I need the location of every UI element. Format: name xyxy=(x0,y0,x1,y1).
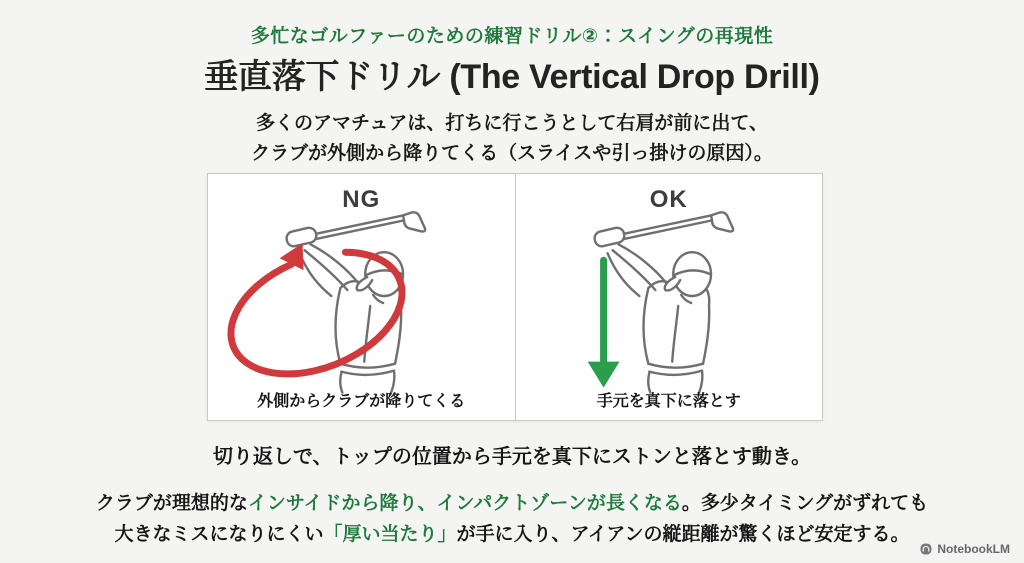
watermark-label: NotebookLM xyxy=(937,542,1010,556)
ng-caption: 外側からクラブが降りてくる xyxy=(257,393,466,410)
ok-label: OK xyxy=(649,186,688,213)
summary-text: 切り返しで、トップの位置から手元を真下にストンと落とす動き。 xyxy=(212,446,812,468)
kicker: 多忙なゴルファーのための練習ドリル②：スイングの再現性 xyxy=(250,26,774,47)
notebooklm-logo-icon xyxy=(919,542,933,556)
benefits-segment: 大きなミスになりにくい xyxy=(114,523,324,545)
benefits-segment-highlight: インサイドから降り、インパクトゾーンが長くなる xyxy=(247,493,682,514)
intro-text xyxy=(0,109,1024,169)
panel-ok xyxy=(515,174,823,420)
intro-line-1: 多くのアマチュアは、打ちに行こうとして右肩が前に出て、 xyxy=(255,113,769,134)
benefits-text xyxy=(0,489,1024,551)
ng-label: NG xyxy=(342,186,381,213)
benefits-line-1 xyxy=(0,489,1024,520)
benefits-line-2 xyxy=(0,520,1024,551)
page-title: 垂直落下ドリル (The Vertical Drop Drill) xyxy=(204,58,820,96)
benefits-segment: 。多少タイミングがずれても xyxy=(681,493,929,514)
panel-ng xyxy=(208,174,515,420)
notebooklm-watermark xyxy=(919,542,1010,556)
benefits-segment: が手に入り、アイアンの縦距離が驚くほど安定する。 xyxy=(456,523,910,545)
benefits-segment: クラブが理想的な xyxy=(95,493,248,514)
ok-caption: 手元を真下に落とす xyxy=(596,393,741,410)
benefits-segment-highlight: 「厚い当たり」 xyxy=(323,523,457,545)
comparison-box xyxy=(207,173,823,421)
intro-line-2: クラブが外側から降りてくる（スライスや引っ掛けの原因）。 xyxy=(251,143,773,165)
vertical-drop-arrow-icon xyxy=(587,260,619,387)
